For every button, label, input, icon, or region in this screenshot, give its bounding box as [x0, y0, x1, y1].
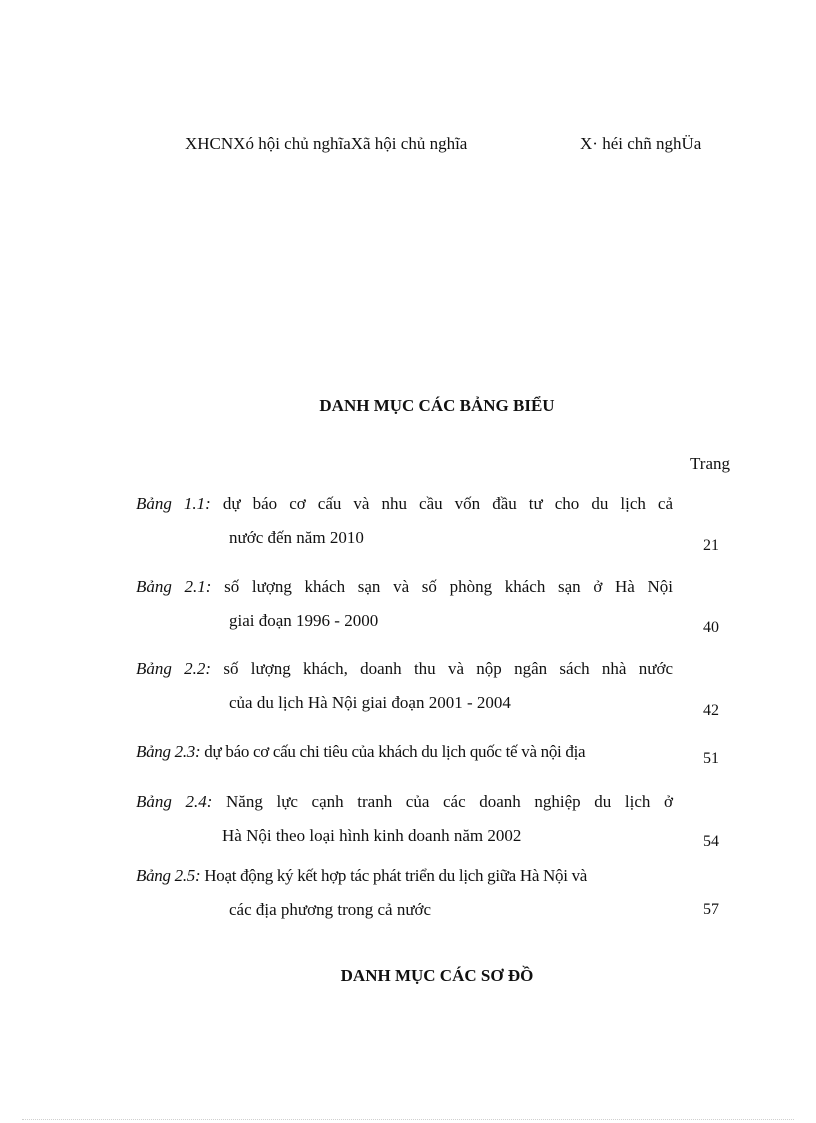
table-entry-title-line2: của du lịch Hà Nội giai đoạn 2001 - 2004	[229, 693, 511, 712]
header-line	[0, 134, 816, 158]
table-entry-label: Bảng 2.2:	[136, 659, 212, 678]
table-entry-2-4	[136, 790, 673, 848]
table-entry-page-number: 21	[703, 537, 719, 554]
table-entry-page-number: 57	[703, 901, 719, 918]
diagrams-list-heading: DANH MỤC CÁC SƠ ĐỒ	[340, 966, 534, 985]
table-entry-title-line1	[136, 790, 673, 814]
header-right-text: X· héi chñ nghÜa	[580, 134, 702, 153]
table-entry-2-3	[136, 740, 673, 764]
table-entry-1-1	[136, 492, 673, 550]
table-entry-page-number: 42	[703, 702, 719, 719]
table-entry-title: số lượng khách, doanh thu và nộp ngân sách nhà nước	[211, 659, 674, 678]
tables-list-heading: DANH MỤC CÁC BẢNG BIỂU	[319, 396, 555, 415]
table-entry-page-number: 51	[703, 750, 719, 767]
table-entry-title-line2: Hà Nội theo loại hình kinh doanh năm 2002	[222, 826, 522, 845]
table-entry-title-line1	[136, 492, 673, 516]
table-entry-title-line1	[136, 864, 673, 888]
table-entry-2-5	[136, 864, 673, 922]
header-left-text: XHCNXó hội chủ nghĩaXã hội chủ nghĩa	[185, 134, 468, 153]
table-entry-label: Bảng 2.3:	[136, 742, 201, 761]
table-entry-page-number: 40	[703, 619, 719, 636]
table-entry-title: Hoạt động ký kết hợp tác phát triển du lịch giữa Hà Nội và	[200, 866, 588, 885]
table-entry-title-line1	[136, 657, 673, 681]
table-entry-label: Bảng 1.1:	[136, 494, 211, 513]
table-entry-page-number: 54	[703, 833, 719, 850]
page-column-label: Trang	[690, 454, 730, 473]
table-entry-title-line2: giai đoạn 1996 - 2000	[229, 611, 379, 630]
table-entry-title-line1	[136, 740, 673, 764]
table-entry-title: Năng lực cạnh tranh của các doanh nghiệp du lịch ở	[212, 792, 674, 811]
table-entry-title: dự báo cơ cấu và nhu cầu vốn đầu tư cho du lịch cả	[210, 494, 674, 513]
table-entry-label: Bảng 2.4:	[136, 792, 213, 811]
table-entry-title: dự báo cơ cấu chi tiêu của khách du lịch quốc tế và nội địa	[200, 742, 586, 761]
table-entry-title-line2: nước đến năm 2010	[229, 528, 364, 547]
table-entry-2-1	[136, 575, 673, 633]
page-bottom-rule	[22, 1119, 794, 1120]
table-entry-title-line1	[136, 575, 673, 599]
table-entry-title: số lượng khách sạn và số phòng khách sạn ở Hà Nội	[211, 577, 673, 596]
table-entry-label: Bảng 2.1:	[136, 577, 212, 596]
table-entry-label: Bảng 2.5:	[136, 866, 201, 885]
table-entry-2-2	[136, 657, 673, 715]
table-entry-title-line2: các địa phương trong cả nước	[229, 900, 432, 919]
